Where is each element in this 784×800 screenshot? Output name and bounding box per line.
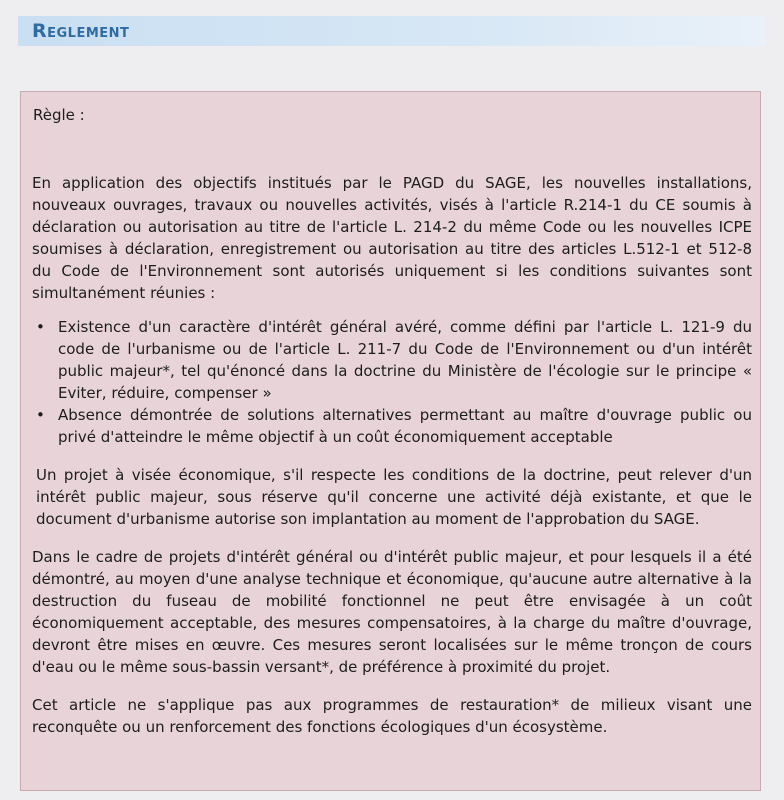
bullet-icon: •: [36, 406, 45, 424]
compensation-paragraph: Dans le cadre de projets d'intérêt général ou d'intérêt public majeur, et pour lesquels il a été démontré, au moyen d'une analyse technique et économique, qu'aucune autre alternative à la destruction du fuseau de mobilité fonctionnel ne peut être envisagée à un coût économiquement acceptable, des mesures compensatoires, à la charge du maître d'ouvrage, devront être mises en œuvre. Ces mesures seront localisées sur le même tronçon de cours d'eau ou le même sous-bassin versant*, de préférence à proximité du projet.: [32, 548, 752, 676]
rule-label: Règle :: [33, 106, 85, 124]
section-title: Reglement: [32, 20, 130, 42]
condition-text: Existence d'un caractère d'intérêt général avéré, comme défini par l'article L. 121-9 du code de l'urbanisme ou de l'article L. 211-7 du Code de l'Environnement ou d'un intérêt public majeur*, tel qu'énoncé dans la doctrine du Ministère de l'écologie sur le principe « Eviter, réduire, compenser »: [58, 318, 752, 402]
exclusion-paragraph: Cet article ne s'applique pas aux programmes de restauration* de milieux visant une reconquête ou un renforcement des fonctions écologiques d'un écosystème.: [32, 696, 752, 736]
condition-text: Absence démontrée de solutions alternatives permettant au maître d'ouvrage public ou privé d'atteindre le même objectif à un coût économiquement acceptable: [58, 406, 752, 446]
rule-intro-paragraph: En application des objectifs institués par le PAGD du SAGE, les nouvelles installations, nouveaux ouvrages, travaux ou nouvelles activités, visés à l'article R.214-1 du CE soumis à déclaration ou autorisation au titre de l'article L. 214-2 du même Code ou les nouvelles ICPE soumises à déclaration, enregistrement ou autorisation au titre des articles L.512-1 et 512-8 du Code de l'Environnement sont autorisés uniquement si les conditions suivantes sont simultanément réunies :: [32, 174, 752, 302]
condition-item: [32, 316, 752, 404]
condition-item: [32, 404, 752, 448]
economic-project-paragraph: Un projet à visée économique, s'il respecte les conditions de la doctrine, peut relever d'un intérêt public majeur, sous réserve qu'il concerne une activité déjà existante, et que le document d'urbanisme autorise son implantation au moment de l'approbation du SAGE.: [36, 466, 752, 528]
header-band: [18, 16, 766, 46]
condition-list: [32, 316, 752, 448]
bullet-icon: •: [36, 318, 45, 336]
